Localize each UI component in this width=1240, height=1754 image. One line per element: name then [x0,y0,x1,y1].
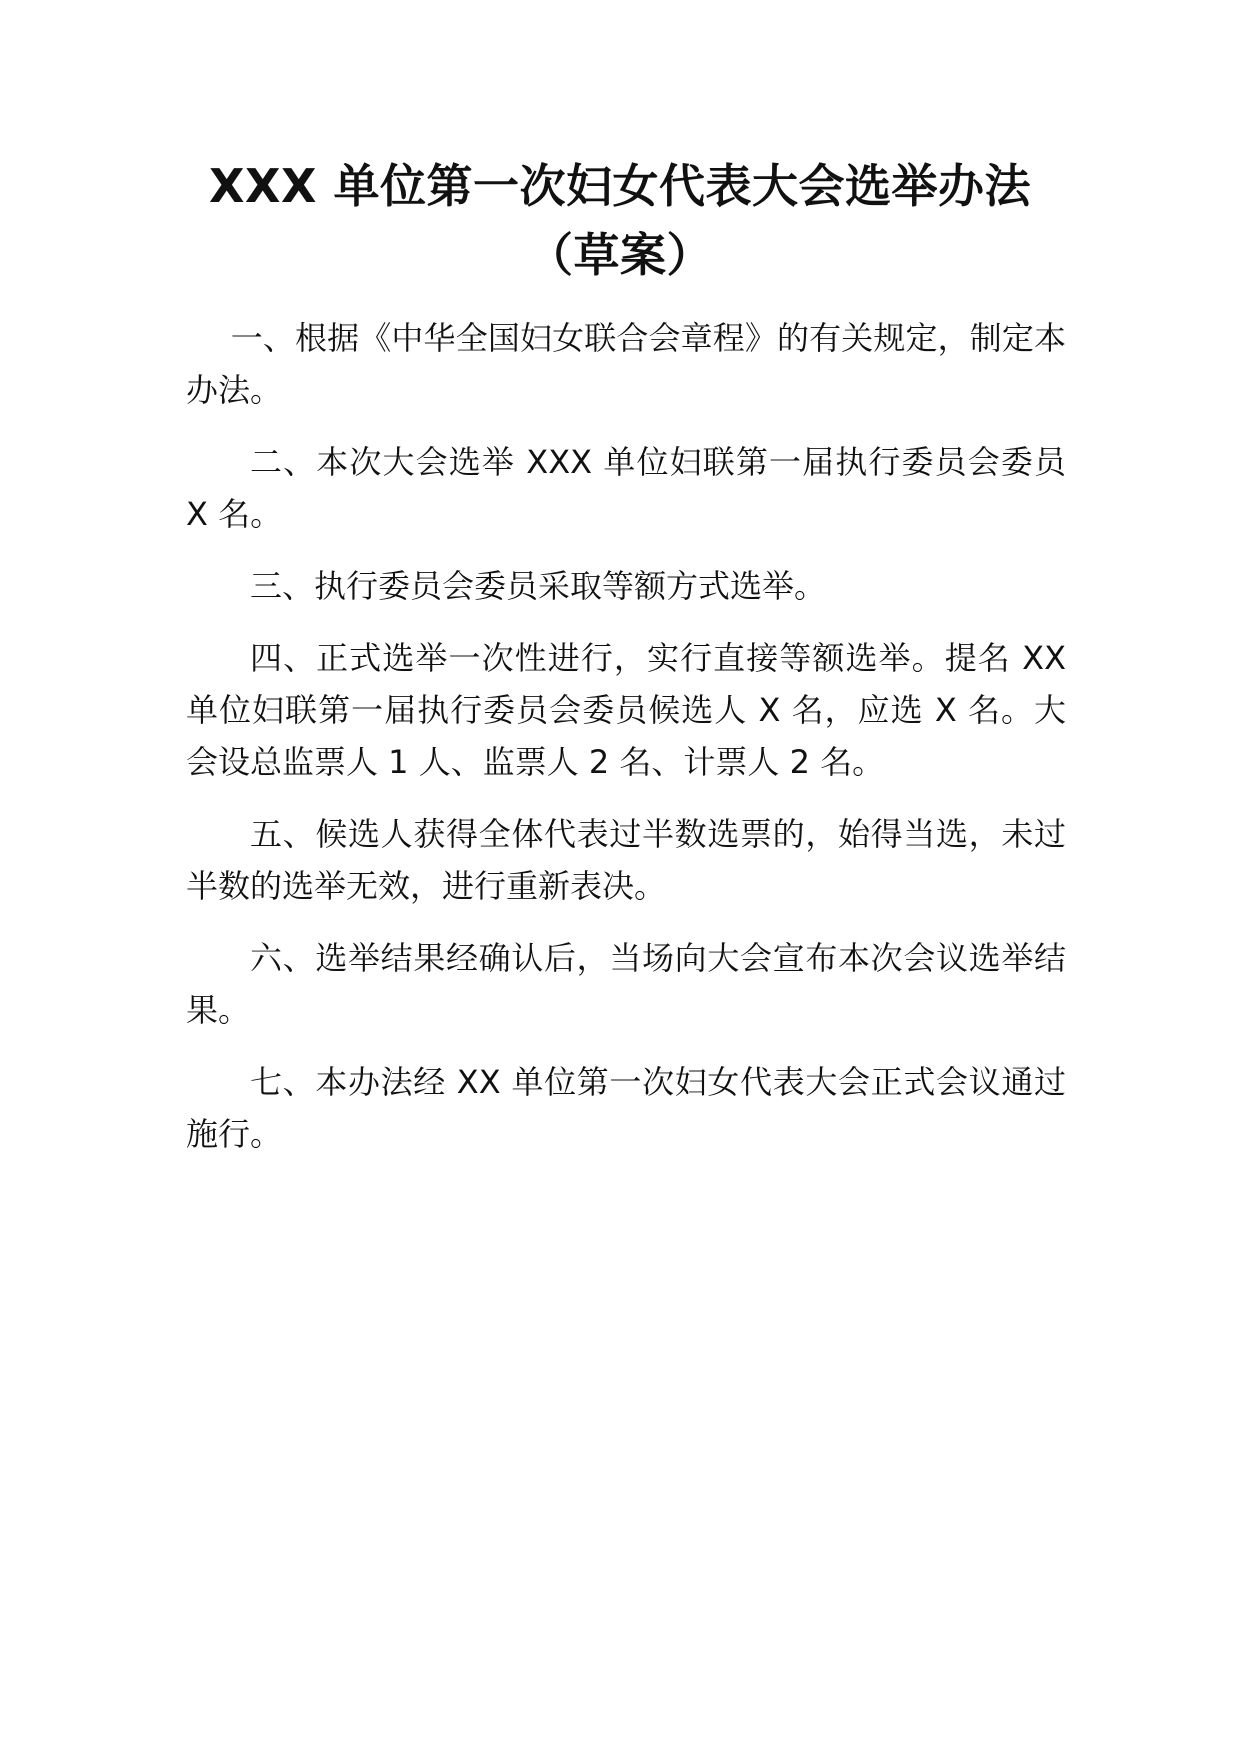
article-2: 二、本次大会选举 XXX 单位妇联第一届执行委员会委员 X 名。 [186,443,1066,533]
document-body [186,312,1066,1180]
article-7: 七、本办法经 XX 单位第一次妇女代表大会正式会议通过施行。 [186,1063,1066,1153]
document-title: XXX 单位第一次妇女代表大会选举办法 [209,159,1031,213]
document-subtitle: （草案） [527,228,713,282]
article-1: 一、根据《中华全国妇女联合会章程》的有关规定，制定本办法。 [186,319,1066,409]
article-4: 四、正式选举一次性进行，实行直接等额选举。提名 XX 单位妇联第一届执行委员会委员候选人 X 名，应选 X 名。大会设总监票人 1 人、监票人 2 名、计票人 2 名。 [186,639,1066,781]
article-3: 三、执行委员会委员采取等额方式选举。 [250,567,827,605]
article-5: 五、候选人获得全体代表过半数选票的，始得当选，未过半数的选举无效，进行重新表决。 [186,815,1066,905]
article-6: 六、选举结果经确认后，当场向大会宣布本次会议选举结果。 [186,939,1066,1029]
